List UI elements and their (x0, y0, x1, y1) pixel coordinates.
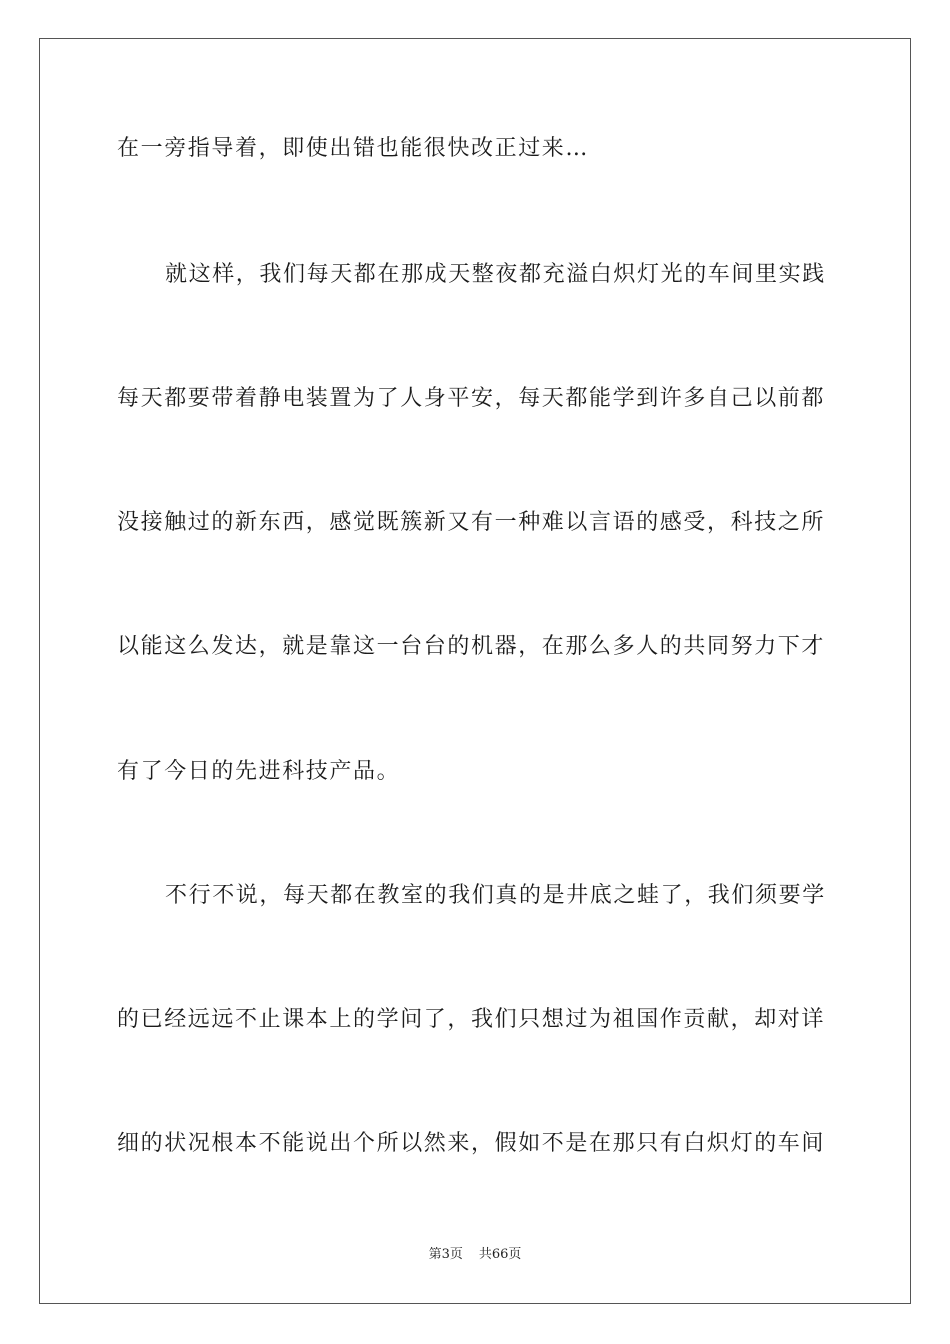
text-line: 没接触过的新东西，感觉既簇新又有一种难以言语的感受，科技之所 (117, 510, 826, 535)
text-line: 的已经远远不止课本上的学问了，我们只想过为祖国作贡献，却对详 (117, 1007, 826, 1032)
text-line: 有了今日的先进科技产品。 (117, 759, 401, 784)
paragraph-start-line: 就这样，我们每天都在那成天整夜都充溢白炽灯光的车间里实践 (165, 262, 826, 287)
text-line: 以能这么发达，就是靠这一台台的机器，在那么多人的共同努力下才 (117, 634, 826, 659)
text-line: 细的状况根本不能说出个所以然来，假如不是在那只有白炽灯的车间 (117, 1131, 826, 1156)
text-line: 每天都要带着静电装置为了人身平安，每天都能学到许多自己以前都 (117, 386, 826, 411)
paragraph-start-line: 不行不说，每天都在教室的我们真的是井底之蛙了，我们须要学 (165, 883, 826, 908)
page-frame (39, 38, 911, 1304)
total-pages: 共66页 (478, 1247, 522, 1262)
page-footer (0, 1246, 950, 1264)
text-line: 在一旁指导着，即使出错也能很快改正过来… (117, 136, 590, 161)
page-number: 第3页 (428, 1247, 463, 1262)
